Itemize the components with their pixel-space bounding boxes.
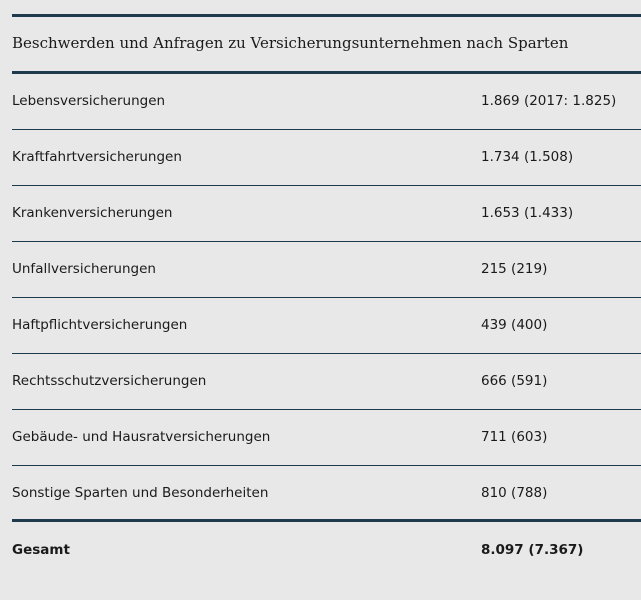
row-label: Krankenversicherungen <box>12 205 173 221</box>
total-value: 8.097 (7.367) <box>481 542 584 558</box>
table-row <box>12 354 641 410</box>
table-row <box>12 74 641 130</box>
row-label: Unfallversicherungen <box>12 261 156 277</box>
total-row <box>12 522 641 578</box>
table-caption: Beschwerden und Anfragen zu Versicherungsunternehmen nach Sparten <box>12 17 641 74</box>
table-row <box>12 242 641 298</box>
row-value: 215 (219) <box>481 261 548 277</box>
row-value: 666 (591) <box>481 373 548 389</box>
table-row <box>12 410 641 466</box>
table-row <box>12 186 641 242</box>
row-value: 1.734 (1.508) <box>481 149 574 165</box>
row-value: 439 (400) <box>481 317 548 333</box>
row-value: 711 (603) <box>481 429 548 445</box>
complaints-table <box>12 14 641 578</box>
table-row <box>12 130 641 186</box>
row-label: Lebensversicherungen <box>12 93 166 109</box>
table-row <box>12 466 641 522</box>
total-label: Gesamt <box>12 542 70 558</box>
row-value: 1.653 (1.433) <box>481 205 574 221</box>
row-label: Rechtsschutzversicherungen <box>12 373 207 389</box>
row-label: Sonstige Sparten und Besonderheiten <box>12 485 269 501</box>
row-label: Haftpflichtversicherungen <box>12 317 188 333</box>
row-value: 810 (788) <box>481 485 548 501</box>
table-row <box>12 298 641 354</box>
row-value: 1.869 (2017: 1.825) <box>481 93 617 109</box>
row-label: Kraftfahrtversicherungen <box>12 149 182 165</box>
row-label: Gebäude- und Hausratversicherungen <box>12 429 271 445</box>
